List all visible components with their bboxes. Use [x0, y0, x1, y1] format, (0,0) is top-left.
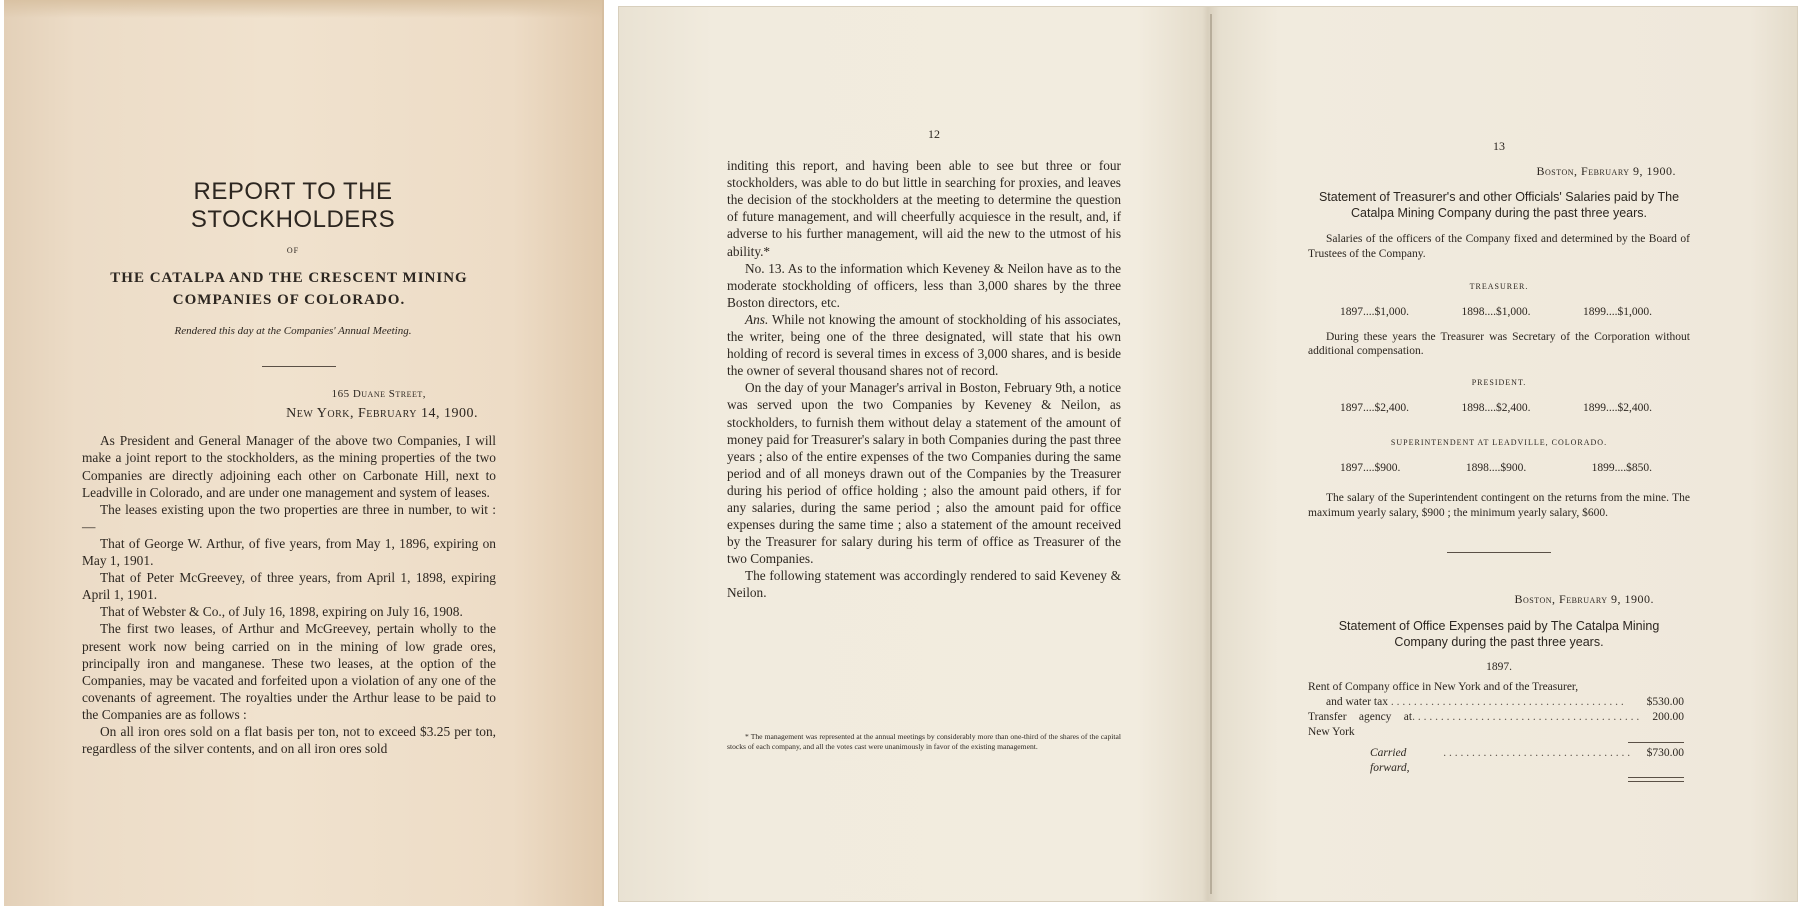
cover-body: [82, 432, 496, 757]
cover-dateline: New York, February 14, 1900.: [286, 406, 478, 422]
answer-label: Ans.: [745, 311, 769, 327]
salary-entry: 1899....$2,400.: [1583, 402, 1652, 415]
cover-text: [82, 178, 496, 757]
treasurer-salaries: [1308, 304, 1690, 321]
section-divider: [1447, 552, 1551, 553]
page-number: 13: [1493, 139, 1505, 153]
cover-paragraph: As President and General Manager of the above two Companies, I will make a joint report to the stockholders, as the mining properties of the two Companies are directly adjoining each other on Carbonate Hill, next to Leadville in Colorado, and are under one management and system of leases.: [82, 433, 496, 500]
cover-paragraph: The leases existing upon the two properties are three in number, to wit :—: [82, 501, 496, 534]
salary-entry: 1899....$850.: [1591, 461, 1652, 474]
page12-paragraph: inditing this report, and having been able to see but three or four stockholders, was able to do but little in searching for proxies, and leaves the decision of the stockholders at the meeting to determine the question of future management, and will cheerfully acquiesce in the result, and, if adverse to his further management, will aid the new to the utmost of his ability.*: [727, 158, 1121, 259]
expenses-heading: Statement of Office Expenses paid by The Catalpa Mining Company during the past three years.: [1338, 618, 1660, 649]
expense-table: [1308, 680, 1690, 782]
page12-paragraph: No. 13. As to the information which Keveney & Neilon have as to the moderate stockholding of officers, less than 3,000 shares by the three Boston directors, etc.: [727, 260, 1121, 310]
total-double-rule: [1628, 777, 1684, 782]
cover-address: 165 Duane Street,: [331, 388, 426, 401]
salary-entry: 1898....$900.: [1465, 461, 1527, 474]
cover-paragraph: That of Peter McGreevey, of three years, from April 1, 1898, expiring April 1, 1901.: [82, 570, 496, 603]
superintendent-salaries: [1308, 460, 1690, 477]
leader-dots: . . . . . . . . . . . . . . . . . . . . . . . . . . . . . . . . . . . . . . . .: [1412, 710, 1640, 723]
expense-label: Transfer agency at New York: [1308, 710, 1413, 738]
page12-answer: [727, 311, 1121, 379]
expense-year: 1897.: [1486, 660, 1512, 673]
cover-of: OF: [286, 246, 300, 255]
dateline: Boston, February 9, 1900.: [1536, 164, 1676, 179]
page12-body: [727, 157, 1121, 601]
page-12: [727, 126, 1121, 751]
expense-amount: 200.00: [1652, 710, 1684, 723]
salaries-heading: Statement of Treasurer's and other Officials' Salaries paid by The Catalpa Mining Company during the past three years.: [1318, 190, 1680, 221]
salary-entry: 1898....$2,400.: [1461, 402, 1531, 415]
treasurer-note: During these years the Treasurer was Secretary of the Corporation without additional compensation.: [1308, 331, 1690, 358]
dateline: Boston, February 9, 1900.: [1514, 591, 1654, 606]
leader-dots: . . . . . . . . . . . . . . . . . . . . . . . . . . . . . . . . . . . . . . . . .: [1387, 695, 1624, 708]
cover-title: REPORT TO THE STOCKHOLDERS: [190, 178, 396, 233]
expense-label: and water tax: [1326, 695, 1388, 708]
carried-forward-row: [1308, 746, 1684, 776]
page12-footnote: * The management was represented at the annual meetings by considerably more than one-third of the shares of the capital stocks of each company, and all the votes cast were unanimously in favor of the existing management.: [727, 732, 1121, 751]
president-salaries: [1308, 400, 1690, 417]
salary-entry: 1897....$2,400.: [1340, 402, 1409, 415]
treasurer-label: TREASURER.: [1469, 282, 1529, 292]
expense-row: [1308, 695, 1684, 710]
cover-paragraph: On all iron ores sold on a flat basis per ton, not to exceed $3.25 per ton, regardless of the silver contents, and on all iron ores sold: [82, 723, 496, 757]
carried-amount: $730.00: [1646, 746, 1684, 759]
expense-amount: $530.00: [1646, 695, 1684, 708]
book-gutter: [1210, 14, 1212, 894]
president-label: PRESIDENT.: [1471, 378, 1527, 388]
answer-text: While not knowing the amount of stockholding of his associates, the writer, being one of the three designated, will state that his own holding of record is several times in excess of 3,000 shares, and is beside the owner of several thousand shares not of record.: [727, 311, 1121, 379]
page12-paragraph: The following statement was accordingly rendered to said Keveney & Neilon.: [727, 568, 1121, 601]
salary-entry: 1898....$1,000.: [1461, 306, 1531, 319]
leader-dots: . . . . . . . . . . . . . . . . . . . . . . . . . . . . . . . . .: [1443, 746, 1631, 759]
salary-entry: 1899....$1,000.: [1583, 306, 1652, 319]
salaries-intro: Salaries of the officers of the Company fixed and determined by the Board of Trustees of the Company.: [1308, 233, 1690, 261]
cover-paragraph: That of Webster & Co., of July 16, 1898, expiring on July 16, 1908.: [100, 604, 463, 620]
cover-divider: [262, 366, 336, 367]
cover-paragraph: That of George W. Arthur, of five years, from May 1, 1896, expiring on May 1, 1901.: [82, 535, 496, 569]
superintendent-note: The salary of the Superintendent contingent on the returns from the mine. The maximum yearly salary, $900 ; the minimum yearly salary, $600.: [1308, 491, 1690, 519]
salary-entry: 1897....$900.: [1340, 461, 1401, 474]
carried-label: Carried forward,: [1370, 746, 1410, 774]
cover-rendered: Rendered this day at the Companies' Annual Meeting.: [174, 325, 412, 338]
expense-row: Rent of Company office in New York and of the Treasurer,: [1308, 680, 1579, 693]
salary-entry: 1897....$1,000.: [1340, 306, 1409, 319]
cover-page: [4, 0, 604, 906]
cover-subtitle: THE CATALPA AND THE CRESCENT MINING COMPANIES OF COLORADO.: [110, 270, 468, 309]
expense-row: [1308, 710, 1684, 740]
page-13: [1308, 138, 1690, 782]
cover-paragraph: The first two leases, of Arthur and McGreevey, pertain wholly to the present work now being carried on in the mining of low grade ores, principally iron and manganese. These two leases, at the option of the Companies, may be vacated and forfeited upon a violation of any one of the covenants of agreement. The royalties under the Arthur lease to be paid to the Companies are as follows :: [82, 621, 496, 722]
superintendent-label: SUPERINTENDENT AT LEADVILLE, COLORADO.: [1390, 437, 1608, 447]
sum-rule: [1628, 742, 1684, 743]
page12-paragraph: On the day of your Manager's arrival in Boston, February 9th, a notice was served upon the two Companies by Keveney & Neilon, as stockholders, to furnish them without delay a statement of the amount of money paid for Treasurer's salary in both Companies during the past three years ; also of the entire expenses of the two Companies during the same period and of all moneys drawn out of the Companies by the Treasurer during his period of office holding ; also the amount paid others, if for any salaries, during the same period ; also the amount paid for office expenses during the same time ; also a statement of the amount received by the Treasurer for salary during his term of office as Treasurer of the two Companies.: [727, 380, 1121, 567]
page-number: 12: [928, 127, 940, 141]
